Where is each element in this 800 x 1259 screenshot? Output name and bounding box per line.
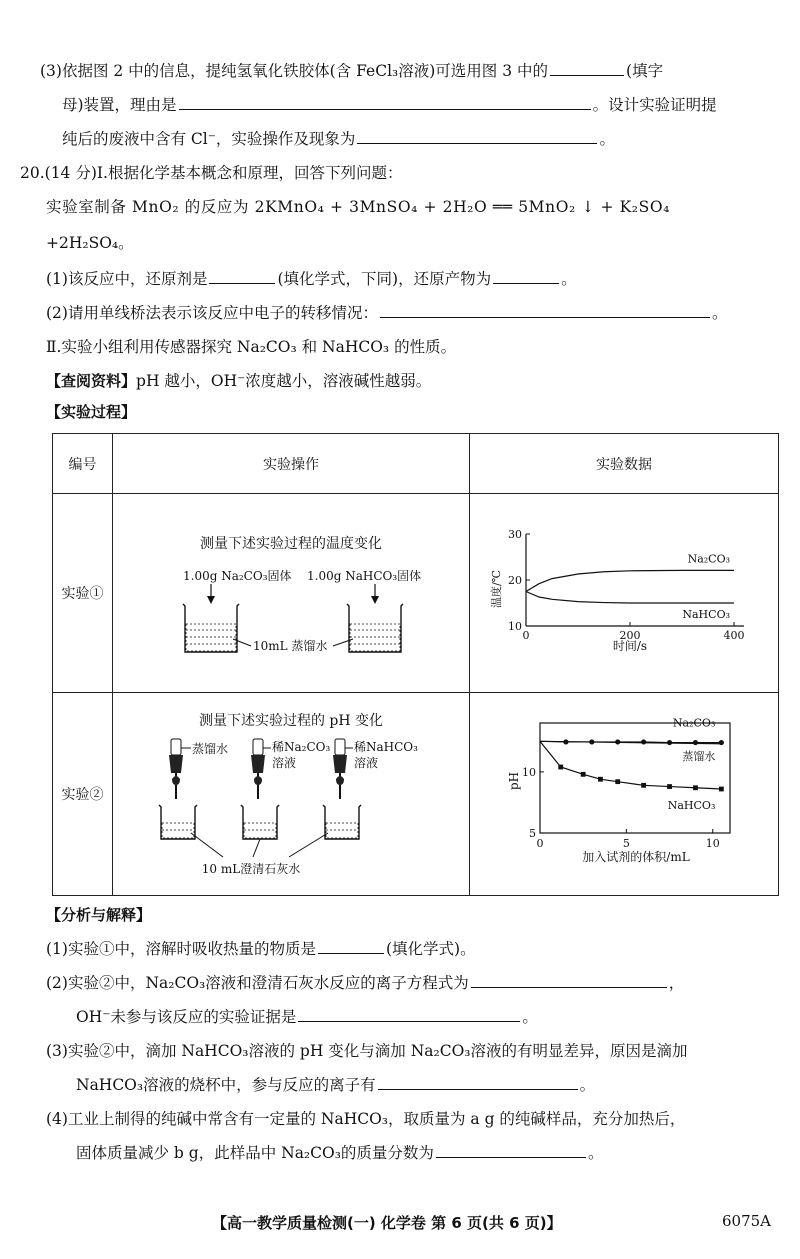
drop-label-na2co3: 稀Na₂CO₃: [272, 740, 331, 754]
analysis-3-text-c: 。: [579, 1076, 596, 1094]
series-label: 蒸馏水: [682, 749, 716, 763]
drop-label-nahco3-2: 溶液: [354, 756, 379, 770]
drop-label-nahco3: 稀NaHCO₃: [354, 740, 418, 754]
q19-3-text-e: 纯后的废液中含有 Cl⁻，实验操作及现象为: [62, 130, 356, 148]
analysis-2b: [76, 1005, 538, 1027]
analysis-4: (4)工业上制得的纯碱中常含有一定量的 NaHCO₃，取质量为 a g 的纯碱样品，充分加热后，: [46, 1110, 686, 1128]
plot-frame: [540, 723, 730, 833]
q19-3-text-b: (填字: [626, 62, 664, 80]
exp1-title: 测量下述实验过程的温度变化: [200, 536, 382, 552]
q20-p1: [46, 267, 577, 289]
y-tick-label: 10: [522, 765, 536, 779]
exp2-operation: [113, 693, 470, 896]
q20-p1-text-b: (填化学式，下同)，还原产物为: [277, 270, 492, 288]
q19-3-line1: [40, 59, 663, 81]
y-axis-label: 温度/℃: [490, 569, 503, 609]
exp2-data: [470, 693, 779, 896]
dropper-icon: [333, 739, 347, 799]
analysis-2-text-c: OH⁻未参与该反应的实验证据是: [76, 1008, 297, 1026]
series-line: [526, 592, 734, 604]
beaker-icon: [159, 805, 197, 839]
x-tick-label: 10: [705, 837, 720, 850]
analysis-2-text: (2)实验②中，Na₂CO₃溶液和澄清石灰水反应的离子方程式为: [46, 974, 469, 992]
series-line: [540, 741, 721, 789]
analysis-3b: [76, 1073, 595, 1095]
answer-blank[interactable]: [436, 1141, 586, 1158]
exp1-apparatus: [113, 494, 469, 688]
exp2-id: 实验②: [53, 693, 113, 896]
exp1-label-b: 1.00g NaHCO₃固体: [307, 569, 422, 583]
exp2-label-lime: 10 mL澄清石灰水: [201, 862, 301, 876]
answer-blank[interactable]: [209, 267, 275, 284]
q20-header: 20.(14 分)Ⅰ.根据化学基本概念和原理，回答下列问题：: [20, 164, 403, 182]
x-tick-label: 200: [619, 629, 641, 642]
x-axis-label: 时间/s: [612, 639, 648, 653]
analysis-4-text-c: 。: [587, 1144, 604, 1162]
series-label: NaHCO₃: [682, 608, 730, 621]
arrow-icon: [207, 584, 215, 604]
analysis-4-text: 固体质量减少 b g，此样品中 Na₂CO₃的质量分数为: [76, 1144, 434, 1162]
x-tick-label: 400: [723, 629, 745, 642]
q19-3-text-f: 。: [599, 130, 615, 148]
q19-3-text-d: 。设计实验证明提: [592, 96, 717, 114]
data-point: [719, 787, 724, 792]
data-point: [558, 765, 563, 770]
data-point: [598, 777, 603, 782]
analysis-1-text-b: (填化学式)。: [385, 940, 476, 958]
process-label: 【实验过程】: [46, 403, 137, 421]
analysis-3: (3)实验②中，滴加 NaHCO₃溶液的 pH 变化与滴加 Na₂CO₃溶液的有明显差异，原因是滴加: [46, 1042, 688, 1060]
analysis-2-text-b: ，: [668, 974, 685, 992]
ref-label: 【查阅资料】: [46, 372, 137, 390]
q19-3-text: (3)依据图 2 中的信息，提纯氢氧化铁胶体(含 FeCl₃溶液)可选用图 3 中的: [40, 62, 549, 80]
analysis-1: [46, 937, 476, 959]
answer-blank[interactable]: [318, 937, 384, 954]
y-tick-label: 30: [508, 528, 522, 541]
series-label: Na₂CO₃: [672, 716, 716, 730]
paper-code: 6075A: [722, 1212, 772, 1230]
analysis-3-text: NaHCO₃溶液的烧杯中，参与反应的离子有: [76, 1076, 376, 1094]
exp2-apparatus: [113, 693, 469, 891]
q20-part2: Ⅱ.实验小组利用传感器探究 Na₂CO₃ 和 NaHCO₃ 的性质。: [46, 338, 457, 356]
x-axis-label: 加入试剂的体积/mL: [582, 850, 690, 864]
q20-p2-text-b: 。: [711, 304, 728, 322]
page-footer: 【高一教学质量检测(一) 化学卷 第 6 页(共 6 页)】: [212, 1214, 562, 1232]
data-point: [693, 785, 698, 790]
x-tick-label: 5: [622, 837, 630, 850]
ph-chart: [470, 693, 778, 891]
analysis-2: [46, 971, 684, 993]
answer-blank[interactable]: [380, 301, 710, 318]
ref-text: pH 越小，OH⁻浓度越小，溶液碱性越弱。: [136, 372, 432, 390]
data-point: [719, 740, 724, 745]
arrow-icon: [371, 584, 379, 604]
dropper-icon: [169, 739, 183, 799]
exp2-title: 测量下述实验过程的 pH 变化: [198, 713, 384, 729]
header-operation: 实验操作: [113, 434, 470, 494]
ref-info: [46, 369, 431, 391]
y-axis-label: pH: [507, 771, 521, 791]
data-point: [667, 784, 672, 789]
beaker-icon: [347, 604, 403, 652]
y-tick-label: 5: [529, 827, 536, 840]
q20-p2: [46, 301, 727, 323]
drop-label-water: 蒸馏水: [192, 742, 229, 756]
beaker-icon: [183, 604, 239, 652]
exp1-data: [470, 494, 779, 693]
q19-3-line3: [62, 127, 615, 149]
answer-blank[interactable]: [298, 1005, 520, 1022]
data-point: [693, 740, 698, 745]
analysis-2-text-d: 。: [522, 1008, 538, 1026]
y-tick-label: 10: [508, 620, 522, 633]
experiment-table: [52, 433, 779, 896]
answer-blank[interactable]: [550, 59, 624, 76]
table-row-exp2: [53, 693, 779, 896]
series-line: [526, 570, 734, 591]
beaker-icon: [241, 805, 279, 839]
answer-blank[interactable]: [378, 1073, 578, 1090]
analysis-1-text: (1)实验①中，溶解时吸收热量的物质是: [46, 940, 316, 958]
reaction-line2: +2H₂SO₄。: [46, 234, 134, 252]
data-point: [581, 772, 586, 777]
answer-blank[interactable]: [493, 267, 559, 284]
data-point: [615, 779, 620, 784]
y-tick-label: 20: [508, 574, 522, 587]
beaker-icon: [323, 805, 361, 839]
answer-blank[interactable]: [357, 127, 597, 144]
table-row-exp1: [53, 494, 779, 693]
exp1-label-water: 10mL 蒸馏水: [253, 639, 328, 653]
exp1-label-a: 1.00g Na₂CO₃固体: [183, 569, 292, 583]
q20-p1-text-c: 。: [561, 270, 577, 288]
q20-p1-text: (1)该反应中，还原剂是: [46, 270, 208, 288]
x-tick-label: 0: [522, 629, 530, 642]
drop-label-na2co3-2: 溶液: [272, 756, 297, 770]
table-header-row: [53, 434, 779, 494]
series-label: Na₂CO₃: [687, 552, 730, 566]
temperature-chart: [470, 494, 778, 688]
q19-3-line2: [62, 93, 717, 115]
q19-3-text-c: 母)装置，理由是: [62, 96, 177, 114]
q20-p2-text: (2)请用单线桥法表示该反应中电子的转移情况：: [46, 304, 378, 322]
data-point: [641, 739, 646, 744]
reaction-line1: 实验室制备 MnO₂ 的反应为 2KMnO₄ + 3MnSO₄ + 2H₂O ══ 5MnO₂ ↓ + K₂SO₄: [46, 198, 670, 216]
data-point: [641, 783, 646, 788]
analysis-4b: [76, 1141, 603, 1163]
header-id: 编号: [53, 434, 113, 494]
exp1-id: 实验①: [53, 494, 113, 693]
analysis-label: 【分析与解释】: [46, 906, 152, 924]
x-tick-label: 0: [536, 837, 544, 850]
series-label: NaHCO₃: [667, 799, 716, 812]
answer-blank[interactable]: [179, 93, 591, 110]
dropper-icon: [251, 739, 265, 799]
answer-blank[interactable]: [471, 971, 667, 988]
header-data: 实验数据: [470, 434, 779, 494]
exp1-operation: [113, 494, 470, 693]
